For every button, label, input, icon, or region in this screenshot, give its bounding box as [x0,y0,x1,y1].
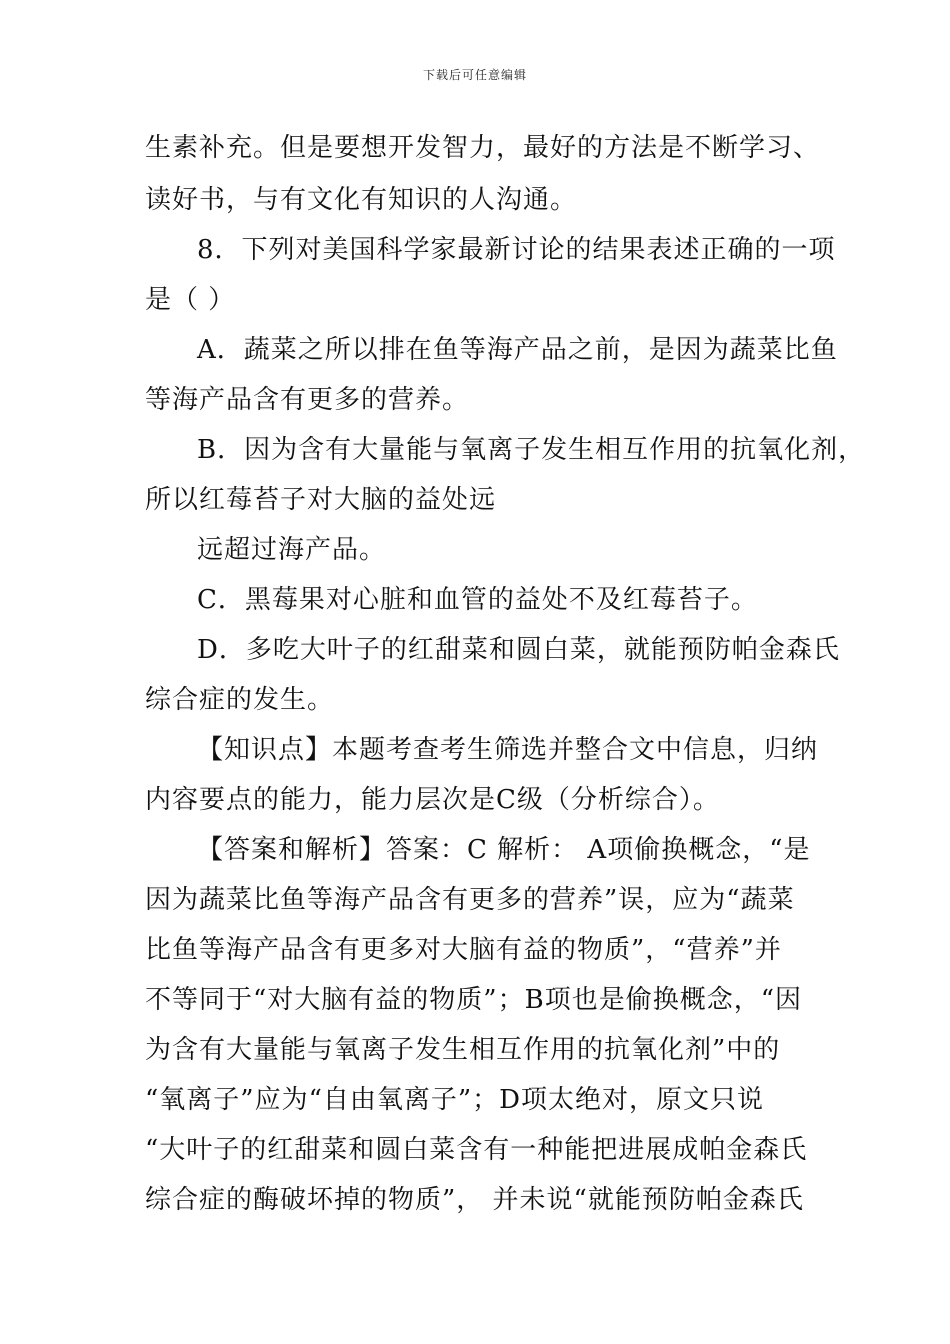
option-d: D．多吃大叶子的红甜菜和圆白菜，就能预防帕金森氏 [197,635,840,665]
text-line: 等海产品含有更多的营养。 [145,385,470,415]
text-line: 远超过海产品。 [197,535,387,565]
text-line: 是（ ） [145,285,236,315]
text-line: 读好书，与有文化有知识的人沟通。 [145,185,578,215]
text-line: 综合症的发生。 [145,685,335,715]
text-line: 生素补充。但是要想开发智力，最好的方法是不断学习、 [145,133,821,163]
text-line: 因为蔬菜比鱼等海产品含有更多的营养”误，应为“蔬菜 [145,885,795,915]
text-line: 综合症的酶破坏掉的物质”， 并未说“就能预防帕金森氏 [145,1185,804,1215]
question-8-stem: 8．下列对美国科学家最新讨论的结果表述正确的一项 [197,235,836,265]
text-line: 所以红莓苔子对大脑的益处远 [145,485,497,515]
text-line: “大叶子的红甜菜和圆白菜含有一种能把进展成帕金森氏 [145,1135,808,1165]
text-line: 内容要点的能力，能力层次是C级（分析综合）。 [145,785,720,815]
option-c: C．黑莓果对心脏和血管的益处不及红莓苔子。 [197,585,758,615]
option-a: A．蔬菜之所以排在鱼等海产品之前，是因为蔬菜比鱼 [197,335,838,365]
knowledge-point: 【知识点】本题考查考生筛选并整合文中信息，归纳 [197,735,819,765]
text-line: 比鱼等海产品含有更多对大脑有益的物质”，“营养”并 [145,935,782,965]
text-line: “氧离子”应为“自由氧离子”；D项太绝对，原文只说 [145,1085,765,1115]
option-b: B．因为含有大量能与氧离子发生相互作用的抗氧化剂， [197,435,866,465]
answer-explanation: 【答案和解析】答案：C 解析： A项偷换概念，“是 [197,835,811,865]
text-line: 为含有大量能与氧离子发生相互作用的抗氧化剂”中的 [145,1035,781,1065]
text-line: 不等同于“对大脑有益的物质”；B项也是偷换概念，“因 [145,985,802,1015]
page-header: 下载后可任意编辑 [422,68,527,82]
